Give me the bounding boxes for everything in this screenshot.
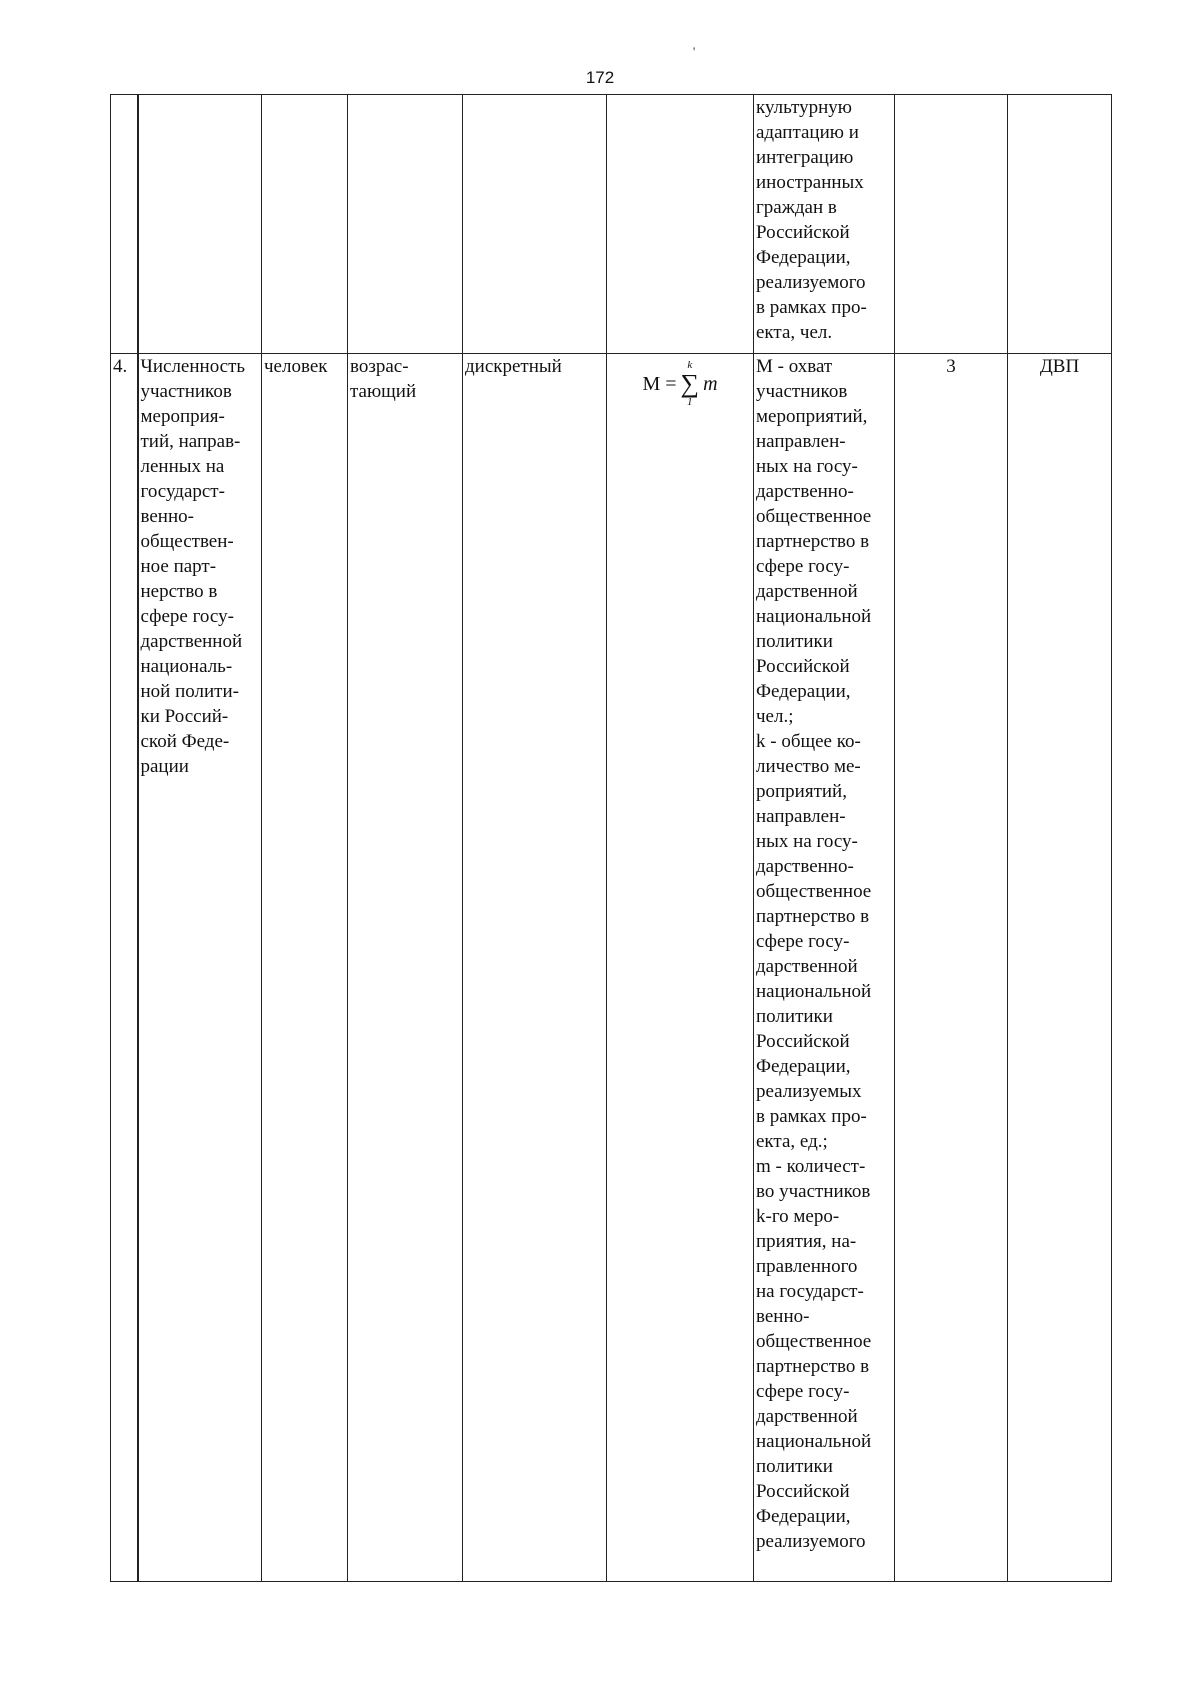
cell-type: [463, 95, 607, 354]
formula-lhs: M =: [642, 372, 677, 395]
cell-type: [463, 354, 607, 1582]
cell-number: [111, 95, 138, 354]
cell-description: [754, 95, 895, 354]
type-text: дискретный: [465, 356, 562, 377]
cell-unit: [262, 354, 348, 1582]
cell-unit: [262, 95, 348, 354]
row-number: 4.: [113, 356, 128, 377]
cell-formula: [607, 95, 754, 354]
description-text: культурную адаптацию и интеграцию иностранных граждан в Российской Федерации, реализуемого в рамках про- екта, чел.: [756, 97, 867, 343]
cell-source: [1008, 354, 1112, 1582]
cell-dynamics: [348, 95, 463, 354]
cell-name: [138, 354, 262, 1582]
formula: [642, 360, 717, 408]
page-number: 172: [585, 68, 615, 87]
formula-variable: m: [703, 372, 718, 395]
sigma-symbol: ∑: [680, 369, 700, 398]
source-text: ДВП: [1039, 356, 1080, 377]
table-row-indicator-4: [111, 354, 1112, 1582]
unit-text: человек: [264, 356, 328, 377]
sum-lower-limit: 1: [687, 396, 693, 408]
cell-code: [895, 95, 1008, 354]
cell-dynamics: [348, 354, 463, 1582]
dynamics-text: возрас- тающий: [350, 356, 417, 402]
sum-upper-limit: k: [687, 359, 693, 371]
cell-name: [138, 95, 262, 354]
cell-description: [754, 354, 895, 1582]
cell-number: [111, 354, 138, 1582]
cell-code: [895, 354, 1008, 1582]
cell-formula: [607, 354, 754, 1582]
table-row-continuation: [111, 95, 1112, 354]
code-text: 3: [946, 356, 956, 377]
indicator-name: Численность участников мероприя- тий, направ- ленных на государст- венно- обществен- ное парт- нерство в сфере госу- дарственной националь- ной полити- ки Россий- ской Феде- рации: [140, 356, 246, 777]
cell-source: [1008, 95, 1112, 354]
sum-operator: [681, 360, 700, 408]
description-text: M - охват участников мероприятий, направлен- ных на госу- дарственно- общественное партнерство в сфере госу- дарственной национальной политики Российской Федерации, чел.; k - общее ко- личество ме- роприятий, направлен- ных на госу- дарственно- общественное партнерство в сфере госу- дарственной национальной политики Российской Федерации, реализуемых в рамках про- екта, ед.; m - количест- во участников k-го меро- приятия, на- правленного на государст- венно- общественное партнерство в сфере госу- дарственной национальной политики Российской Федерации, реализуемого: [756, 356, 872, 1552]
indicators-table: [110, 94, 1112, 1582]
scan-mark: ': [693, 44, 696, 58]
